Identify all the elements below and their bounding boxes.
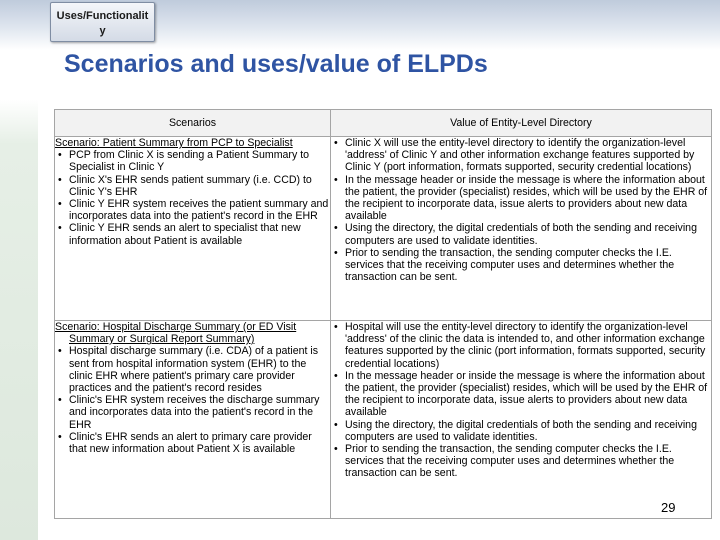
header-scenarios: Scenarios [55,110,331,137]
list-item: • PCP from Clinic X is sending a Patient Summary to Specialist in Clinic Y [55,149,330,173]
list-item: • Prior to sending the transaction, the sending computer checks the I.E. services that the receiving computer uses and determines whether the transaction can be sent. [331,247,711,284]
page-number: 29 [661,500,676,515]
left-accent-band [0,100,38,540]
scenarios-table [54,109,712,519]
list-item: • Clinic Y EHR system receives the patient summary and incorporates data into the patient's record in the EHR [55,198,330,222]
list-item: • Prior to sending the transaction, the sending computer checks the I.E. services that the receiving computer uses and determines whether the transaction can be sent. [331,443,711,480]
value-list [331,137,711,283]
scenario-title: Scenario: Patient Summary from PCP to Specialist [55,137,293,149]
list-item: • Clinic's EHR sends an alert to primary care provider that new information about Patient X is available [55,431,330,455]
list-item: • Clinic Y EHR sends an alert to specialist that new information about Patient is available [55,222,330,246]
slide-title: Scenarios and uses/value of ELPDs [64,50,488,78]
table-row [55,321,712,519]
scenario-list [55,149,330,247]
section-tab-label: Uses/Functionality [56,10,149,37]
list-item: • Clinic's EHR system receives the discharge summary and incorporates data into the patient's record in the EHR [55,394,330,431]
list-item: • In the message header or inside the message is where the information about the patient, the provider (specialist) resides, which will be used by the EHR of the recipient to incorporate data, issue alerts to providers about new data available [331,174,711,223]
scenario-list [55,345,330,455]
header-value: Value of Entity-Level Directory [331,110,712,137]
scenario-title: Scenario: Hospital Discharge Summary (or ED Visit Summary or Surgical Report Summary) [55,321,297,346]
list-item: • Clinic X will use the entity-level directory to identify the organization-level 'address' of Clinic Y and other information exchange features supported by Clinic Y (port information, formats supported, security credential locations) [331,137,711,174]
list-item: • In the message header or inside the message is where the information about the patient, the provider (specialist) resides, which will be used by the EHR of the recipient to incorporate data, issue alerts to providers about new data available [331,370,711,419]
list-item: • Clinic X's EHR sends patient summary (i.e. CCD) to Clinic Y's EHR [55,174,330,198]
list-item: • Hospital discharge summary (i.e. CDA) of a patient is sent from hospital information system (EHR) to the clinic EHR where patient's primary care provider practices and the patient's record resides [55,345,330,394]
table-header-row [55,110,712,137]
list-item: • Using the directory, the digital credentials of both the sending and receiving computers are used to validate identities. [331,419,711,443]
section-tab [50,2,155,42]
value-list [331,321,711,480]
value-cell [331,137,712,321]
value-cell [331,321,712,519]
list-item: • Hospital will use the entity-level directory to identify the organization-level 'address' of the clinic the data is intended to, and other information exchange features supported by the clinic (port information, formats supported, security credential locations) [331,321,711,370]
list-item: • Using the directory, the digital credentials of both the sending and receiving computers are used to validate identities. [331,222,711,246]
table-row [55,137,712,321]
scenario-cell [55,137,331,321]
scenario-cell [55,321,331,519]
